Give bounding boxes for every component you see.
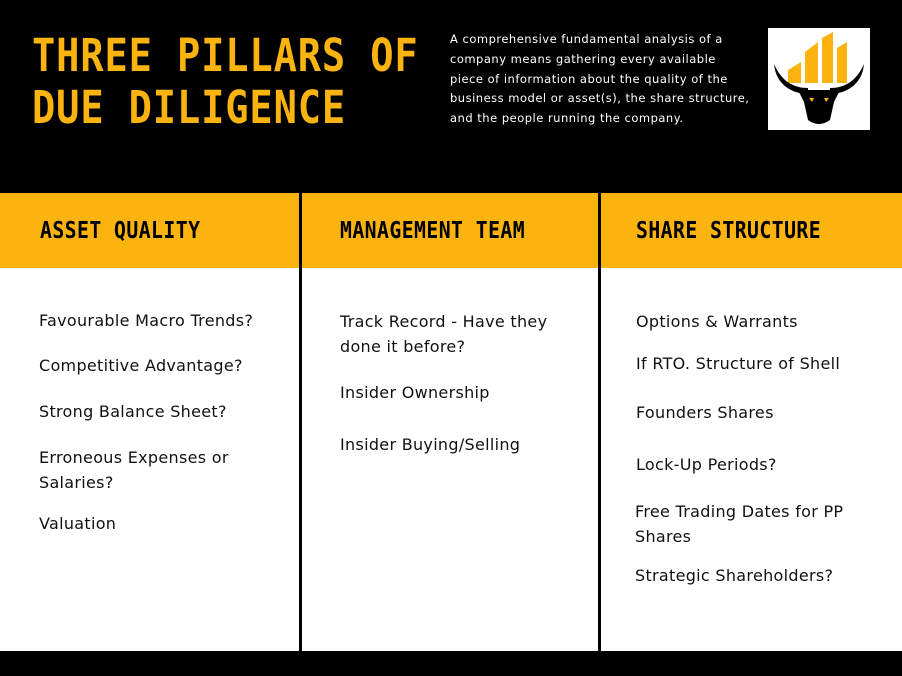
bull-buildings-logo-icon xyxy=(768,28,870,130)
bull-head xyxy=(798,90,840,124)
list-item: Founders Shares xyxy=(636,403,774,422)
list-item: Free Trading Dates for PP Shares xyxy=(635,502,844,546)
column-share-structure xyxy=(601,193,902,651)
column-asset-quality xyxy=(0,193,299,651)
footer-bar xyxy=(0,651,902,676)
logo-graphic xyxy=(768,28,870,130)
building-3 xyxy=(822,32,833,83)
list-item: Options & Warrants xyxy=(636,312,798,331)
list-item: Valuation xyxy=(39,514,117,533)
column-management-team xyxy=(302,193,598,651)
list-item: Track Record - Have they done it before? xyxy=(340,312,548,356)
building-4 xyxy=(837,42,847,83)
title-line-2: DUE DILIGENCE xyxy=(32,81,347,134)
building-2 xyxy=(805,42,818,83)
column-heading: ASSET QUALITY xyxy=(40,217,201,244)
column-heading-bar xyxy=(0,193,299,268)
pillars-columns xyxy=(0,193,902,651)
list-item: Favourable Macro Trends? xyxy=(39,311,254,330)
list-item: Erroneous Expenses or Salaries? xyxy=(39,448,229,492)
list-item: If RTO. Structure of Shell xyxy=(636,354,841,373)
list-item: Lock-Up Periods? xyxy=(636,455,777,474)
intro-text: A comprehensive fundamental analysis of a company means gathering every available piece of information about the quality of the business model or asset(s), the share structure, and the people running the company. xyxy=(450,32,750,126)
header xyxy=(0,0,902,193)
column-heading: MANAGEMENT TEAM xyxy=(340,217,526,244)
list-item: Strong Balance Sheet? xyxy=(39,402,227,421)
list-item: Strategic Shareholders? xyxy=(635,566,834,585)
page-title xyxy=(32,30,419,134)
column-heading: SHARE STRUCTURE xyxy=(636,217,822,244)
column-heading-bar xyxy=(601,193,902,268)
list-item: Competitive Advantage? xyxy=(39,356,243,375)
column-heading-bar xyxy=(302,193,598,268)
list-item: Insider Buying/Selling xyxy=(340,435,521,454)
list-item: Insider Ownership xyxy=(340,383,490,402)
title-line-1: THREE PILLARS OF xyxy=(32,29,419,82)
building-1 xyxy=(788,62,801,83)
